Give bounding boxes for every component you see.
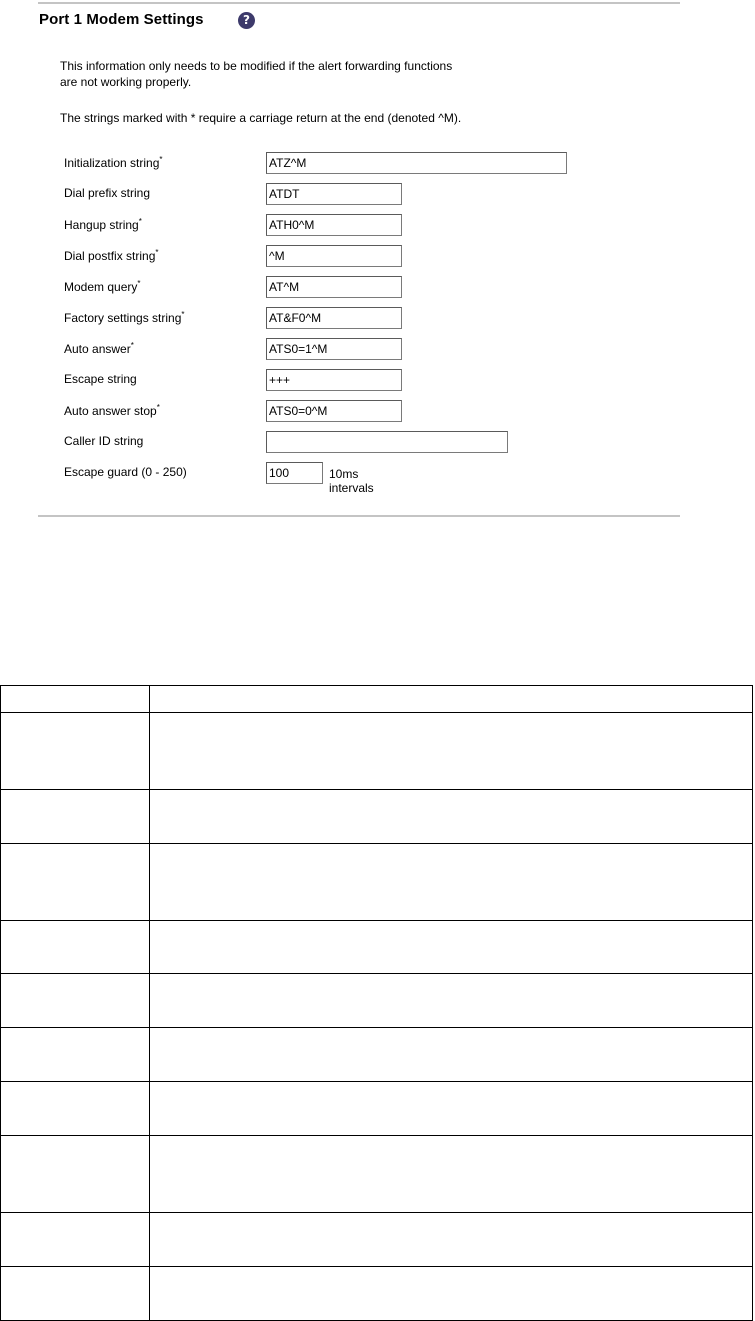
table-cell [1, 974, 150, 1028]
intro-text [60, 58, 580, 90]
table-row [1, 844, 753, 921]
table-cell [150, 1267, 753, 1321]
carriage-return-note: The strings marked with * require a carriage return at the end (denoted ^M). [60, 111, 462, 125]
table-row [1, 713, 753, 790]
table-row [1, 1213, 753, 1267]
table-cell [1, 844, 150, 921]
table-header-row [1, 686, 753, 713]
escape-guard-input[interactable] [266, 462, 323, 484]
dial-postfix-string-label: Dial postfix string* [64, 248, 159, 263]
table-row [1, 1267, 753, 1321]
table-cell [1, 1082, 150, 1136]
table-header-cell [150, 686, 753, 713]
table-cell [1, 1136, 150, 1213]
escape-guard-label: Escape guard (0 - 250) [64, 465, 187, 479]
table-cell [150, 713, 753, 790]
initialization-string-input[interactable] [266, 152, 567, 174]
table-row [1, 790, 753, 844]
table-cell [150, 974, 753, 1028]
table-cell [1, 1213, 150, 1267]
table-cell [150, 1028, 753, 1082]
hangup-string-input[interactable] [266, 214, 402, 236]
factory-settings-string-input[interactable] [266, 307, 402, 329]
page-title: Port 1 Modem Settings [39, 11, 204, 28]
escape-guard-unit: 10ms intervals [329, 467, 374, 495]
modem-query-input[interactable] [266, 276, 402, 298]
table-cell [1, 921, 150, 974]
table-row [1, 974, 753, 1028]
auto-answer-stop-label: Auto answer stop* [64, 403, 160, 418]
escape-string-input[interactable] [266, 369, 402, 391]
table-cell [1, 1028, 150, 1082]
factory-settings-string-label: Factory settings string* [64, 310, 185, 325]
table-cell [1, 790, 150, 844]
reference-table [0, 685, 753, 1321]
table-cell [1, 1267, 150, 1321]
hangup-string-label: Hangup string* [64, 217, 142, 232]
auto-answer-label: Auto answer* [64, 341, 134, 356]
table-cell [1, 713, 150, 790]
table-row [1, 1082, 753, 1136]
table-row [1, 1136, 753, 1213]
initialization-string-label: Initialization string* [64, 155, 163, 170]
top-divider [38, 2, 680, 4]
bottom-divider [38, 515, 680, 517]
table-cell [150, 844, 753, 921]
intro-line-2: are not working properly. [60, 75, 192, 89]
table-cell [150, 921, 753, 974]
escape-string-label: Escape string [64, 372, 137, 386]
dial-postfix-string-input[interactable] [266, 245, 402, 267]
intro-line-1: This information only needs to be modified if the alert forwarding functions [60, 59, 453, 73]
auto-answer-stop-input[interactable] [266, 400, 402, 422]
table-cell [150, 790, 753, 844]
caller-id-string-input[interactable] [266, 431, 508, 453]
auto-answer-input[interactable] [266, 338, 402, 360]
table-cell [150, 1136, 753, 1213]
table-row [1, 921, 753, 974]
dial-prefix-string-input[interactable] [266, 183, 402, 205]
question-mark-icon[interactable]: ? [238, 12, 255, 29]
caller-id-string-label: Caller ID string [64, 434, 144, 448]
table-cell [150, 1082, 753, 1136]
table-header-cell [1, 686, 150, 713]
table-cell [150, 1213, 753, 1267]
modem-query-label: Modem query* [64, 279, 141, 294]
dial-prefix-string-label: Dial prefix string [64, 186, 151, 200]
table-row [1, 1028, 753, 1082]
